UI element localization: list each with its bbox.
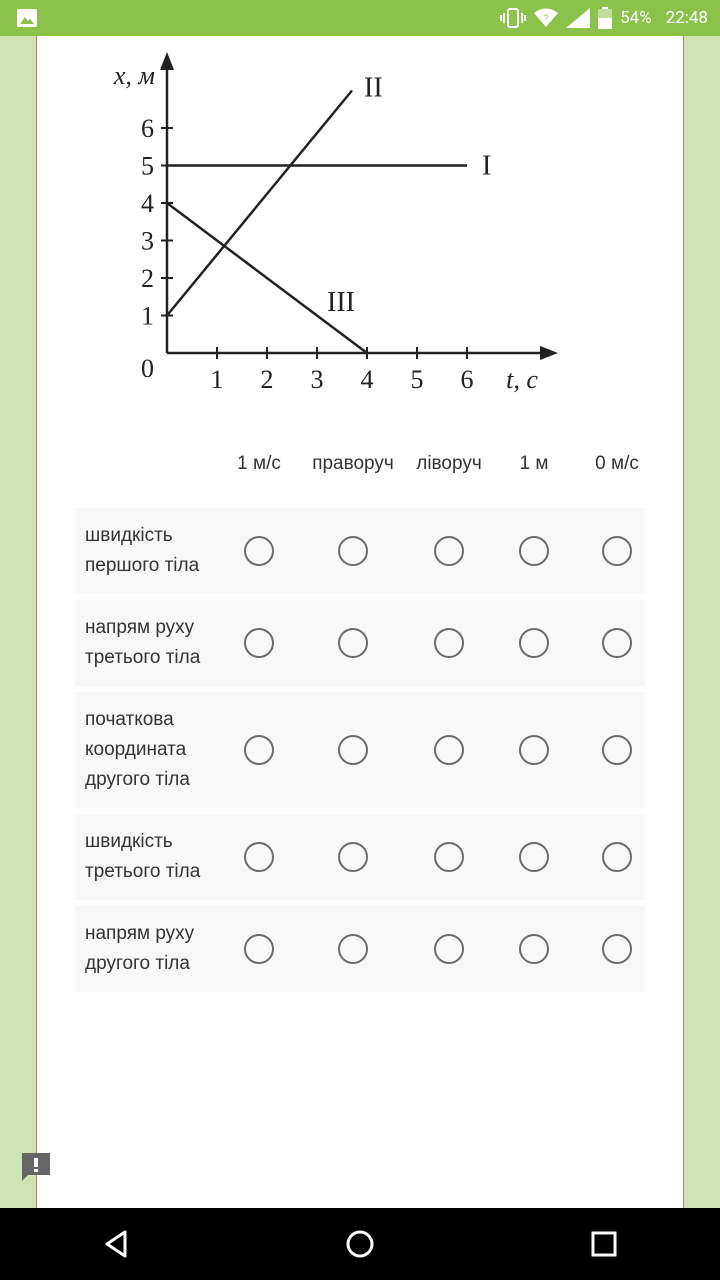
series-line-II	[167, 91, 352, 316]
radio-button[interactable]	[602, 842, 632, 872]
radio-button[interactable]	[244, 536, 274, 566]
radio-button[interactable]	[338, 842, 368, 872]
radio-button[interactable]	[434, 842, 464, 872]
question-row	[75, 508, 645, 594]
y-axis-arrow	[160, 52, 174, 70]
wifi-icon	[534, 8, 558, 28]
radio-button[interactable]	[519, 934, 549, 964]
svg-text:?: ?	[543, 13, 549, 23]
radio-button[interactable]	[602, 628, 632, 658]
radio-button[interactable]	[338, 628, 368, 658]
vibrate-icon	[500, 8, 526, 28]
radio-button[interactable]	[519, 536, 549, 566]
x-tick-label: 1	[210, 365, 224, 394]
row-label: швидкість першого тіла	[85, 525, 200, 576]
column-header: 1 м	[519, 453, 549, 474]
origin-label: 0	[141, 354, 154, 383]
radio-button[interactable]	[434, 735, 464, 765]
y-tick-label: 5	[141, 151, 154, 181]
radio-button[interactable]	[338, 934, 368, 964]
column-header: ліворуч	[416, 453, 482, 474]
x-tick-label: 5	[410, 365, 424, 394]
radio-button[interactable]	[434, 628, 464, 658]
series-label-III: III	[327, 287, 355, 318]
status-bar	[0, 0, 720, 36]
y-tick-label: 6	[141, 114, 154, 143]
radio-button[interactable]	[244, 735, 274, 765]
column-header: праворуч	[312, 453, 394, 474]
x-tick-label: 4	[360, 365, 374, 394]
home-icon[interactable]	[344, 1228, 376, 1260]
y-tick-label: 1	[141, 301, 154, 331]
radio-button[interactable]	[244, 842, 274, 872]
x-tick-label: 6	[460, 365, 474, 394]
page-content[interactable]	[36, 36, 684, 1208]
column-header: 0 м/с	[595, 453, 639, 474]
clock: 22:48	[665, 8, 708, 28]
recents-icon[interactable]	[588, 1228, 620, 1260]
radio-button[interactable]	[434, 934, 464, 964]
y-tick-label: 2	[141, 264, 154, 293]
feedback-icon[interactable]	[20, 1151, 52, 1183]
question-row	[75, 600, 645, 686]
x-axis-arrow	[540, 346, 558, 360]
navigation-bar	[0, 1208, 720, 1280]
radio-button[interactable]	[602, 934, 632, 964]
radio-button[interactable]	[338, 735, 368, 765]
row-label: напрям руху другого тіла	[85, 923, 195, 974]
radio-button[interactable]	[434, 536, 464, 566]
radio-button[interactable]	[602, 536, 632, 566]
radio-button[interactable]	[338, 536, 368, 566]
radio-button[interactable]	[519, 628, 549, 658]
back-icon[interactable]	[101, 1228, 133, 1260]
image-icon	[17, 9, 37, 27]
radio-button[interactable]	[602, 735, 632, 765]
question-row	[75, 906, 645, 992]
row-label: початкова координата другого тіла	[85, 709, 190, 790]
x-tick-label: 2	[260, 365, 274, 394]
series-label-I: I	[482, 150, 492, 182]
position-time-graph	[77, 46, 617, 436]
x-axis-label: t, с	[506, 365, 538, 394]
question-row	[75, 814, 645, 900]
column-header: 1 м/с	[237, 453, 281, 474]
row-label: напрям руху третього тіла	[85, 617, 201, 668]
x-tick-label: 3	[310, 365, 324, 394]
row-label: швидкість третього тіла	[85, 831, 201, 882]
battery-icon	[598, 7, 612, 29]
radio-button[interactable]	[244, 628, 274, 658]
radio-button[interactable]	[519, 735, 549, 765]
battery-percent: 54%	[620, 8, 652, 28]
y-tick-label: 4	[141, 189, 154, 218]
series-label-II: II	[364, 72, 383, 104]
radio-button[interactable]	[519, 842, 549, 872]
column-headers	[37, 453, 684, 483]
y-tick-label: 3	[141, 226, 154, 256]
signal-icon	[566, 8, 590, 28]
radio-button[interactable]	[244, 934, 274, 964]
question-row	[75, 692, 645, 808]
y-axis-label: x, м	[113, 60, 155, 90]
answer-grid	[75, 508, 645, 998]
